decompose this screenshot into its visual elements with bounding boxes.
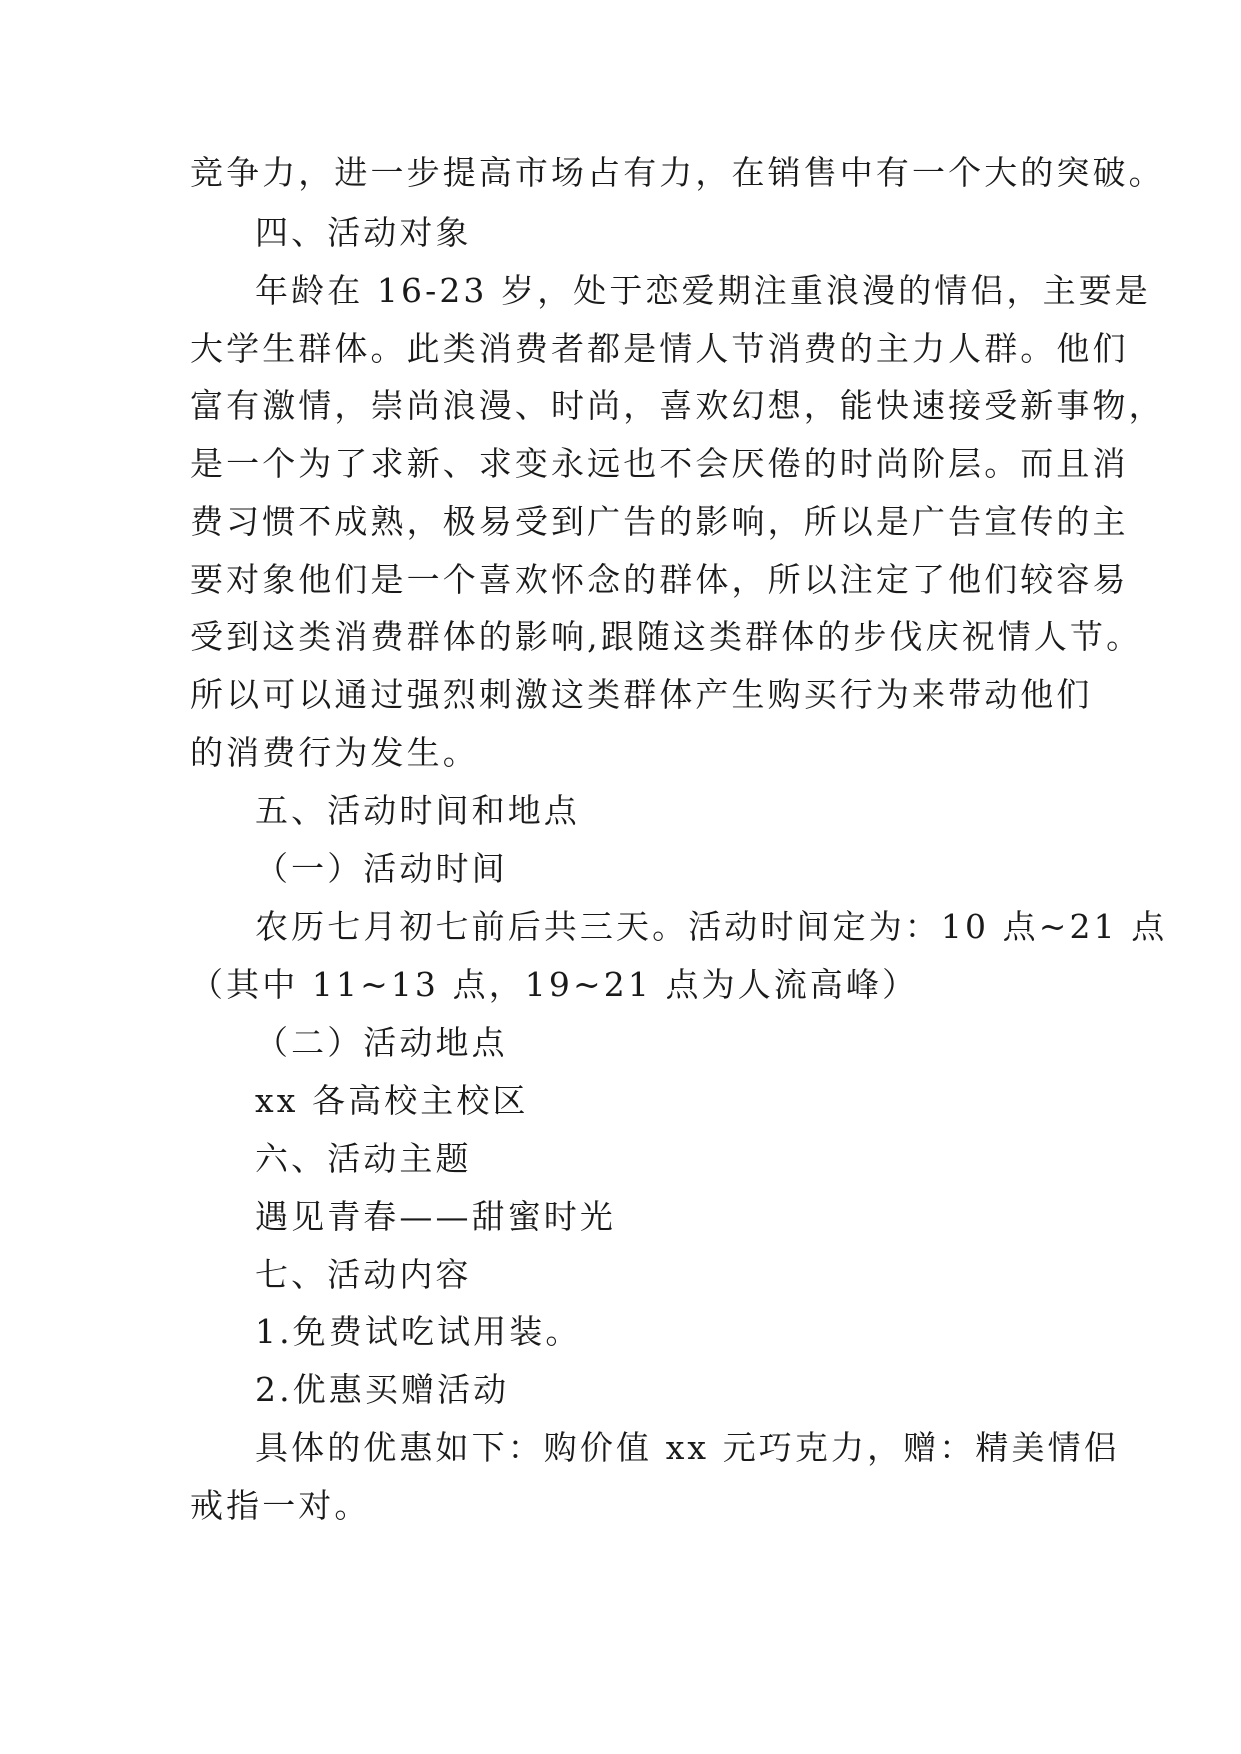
- list-item: 2.优惠买赠活动: [255, 1370, 510, 1409]
- paragraph-line: （其中 11~13 点，19~21 点为人流高峰）: [190, 965, 919, 1004]
- list-item: 1.免费试吃试用装。: [255, 1312, 582, 1351]
- paragraph-line: 农历七月初七前后共三天。活动时间定为：10 点~21 点: [255, 907, 1168, 946]
- section-heading-5: 五、活动时间和地点: [255, 791, 580, 830]
- paragraph-line: 具体的优惠如下：购价值 xx 元巧克力，赠：精美情侣: [255, 1428, 1120, 1467]
- section-heading-7: 七、活动内容: [255, 1255, 472, 1294]
- paragraph-line: 受到这类消费群体的影响,跟随这类群体的步伐庆祝情人节。: [190, 617, 1143, 656]
- paragraph-line: 富有激情，崇尚浪漫、时尚，喜欢幻想，能快速接受新事物，: [190, 386, 1165, 425]
- paragraph-line: 要对象他们是一个喜欢怀念的群体，所以注定了他们较容易: [190, 560, 1129, 599]
- paragraph-line: 是一个为了求新、求变永远也不会厌倦的时尚阶层。而且消: [190, 444, 1129, 483]
- section-heading-6: 六、活动主题: [255, 1139, 472, 1178]
- paragraph-line: 的消费行为发生。: [190, 733, 479, 772]
- subsection-heading-2: （二）活动地点: [255, 1023, 508, 1062]
- paragraph-line: 费习惯不成熟，极易受到广告的影响，所以是广告宣传的主: [190, 502, 1129, 541]
- paragraph-line: 年龄在 16-23 岁，处于恋爱期注重浪漫的情侣，主要是: [255, 271, 1151, 310]
- paragraph-line: 大学生群体。此类消费者都是情人节消费的主力人群。他们: [190, 329, 1129, 368]
- paragraph-line: xx 各高校主校区: [255, 1081, 529, 1120]
- subsection-heading-1: （一）活动时间: [255, 849, 508, 888]
- section-heading-4: 四、活动对象: [255, 213, 472, 252]
- paragraph-line: 戒指一对。: [190, 1486, 371, 1525]
- paragraph-line: 遇见青春——甜蜜时光: [255, 1197, 616, 1236]
- paragraph-line: 竞争力，进一步提高市场占有力，在销售中有一个大的突破。: [190, 153, 1165, 192]
- paragraph-line: 所以可以通过强烈刺激这类群体产生购买行为来带动他们: [190, 675, 1093, 714]
